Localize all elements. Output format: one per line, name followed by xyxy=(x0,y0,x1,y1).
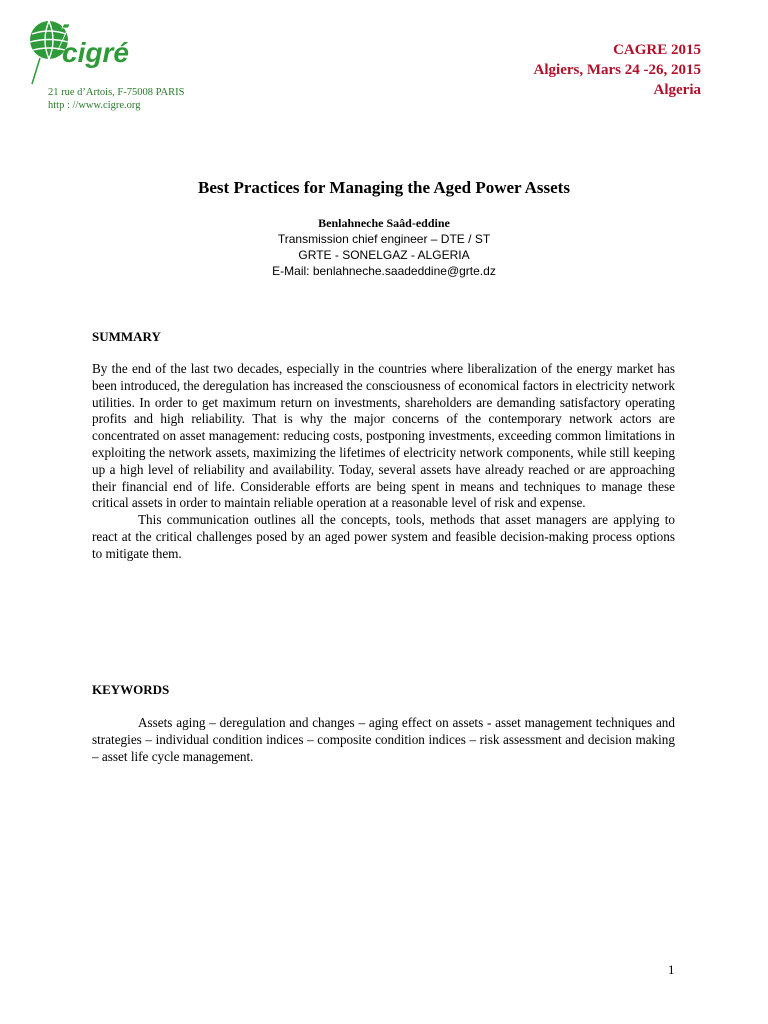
keywords-heading: KEYWORDS xyxy=(92,682,170,697)
address-line: 21 rue d’Artois, F-75008 PARIS xyxy=(48,87,185,98)
summary-paragraph-2: This communication outlines all the concepts, tools, methods that asset managers are applying to react at the critical challenges posed by an aged power system and feasible decision-making process options to mitigate them. xyxy=(92,512,675,561)
affiliation-org: GRTE - SONELGAZ - ALGERIA xyxy=(298,248,470,262)
summary-heading: SUMMARY xyxy=(92,329,161,344)
summary-paragraph-1: By the end of the last two decades, especially in the countries where liberalization of the energy market has been introduced, the deregulation has increased the consciousness of economical factors in electricity network utilities. In order to get maximum return on investments, shareholders are demanding satisfactory operating profits and high reliability. That is why the major concerns of the contemporary network actors are concentrated on asset management: reducing costs, postponing investments, exceeding common limitations in exploiting the network assets, maximizing the lifetimes of electricity network components, while still keeping up a high level of reliability and availability. Today, several assets have already reached or are approaching their financial end of life. Considerable efforts are being spent in means and techniques to manage these critical assets in order to maintain reliable operation at a reasonable level of risk and expense. xyxy=(92,361,675,511)
page-number: 1 xyxy=(668,962,675,977)
conference-country: Algeria xyxy=(653,82,701,98)
paper-title: Best Practices for Managing the Aged Power Assets xyxy=(198,178,570,197)
affiliation-role: Transmission chief engineer – DTE / ST xyxy=(277,232,491,246)
conference-name: CAGRE 2015 xyxy=(613,42,701,58)
author-email[interactable]: E-Mail: benlahneche.saadeddine@grte.dz xyxy=(272,264,496,278)
website-link[interactable]: http : //www.cigre.org xyxy=(48,100,141,111)
author-name: Benlahneche Saâd-eddine xyxy=(318,216,450,230)
keywords-body xyxy=(92,715,675,765)
conference-info xyxy=(534,40,701,100)
cigre-logo xyxy=(24,10,136,88)
keywords-text: Assets aging – deregulation and changes – aging effect on assets - asset management techniques and strategies – individual condition indices – composite condition indices – risk assessment and decision making – asset life cycle management. xyxy=(92,715,675,764)
address-block xyxy=(48,86,184,112)
logo-text: cigré xyxy=(62,37,129,68)
summary-body xyxy=(92,361,675,563)
conference-date: Algiers, Mars 24 -26, 2015 xyxy=(533,62,701,78)
